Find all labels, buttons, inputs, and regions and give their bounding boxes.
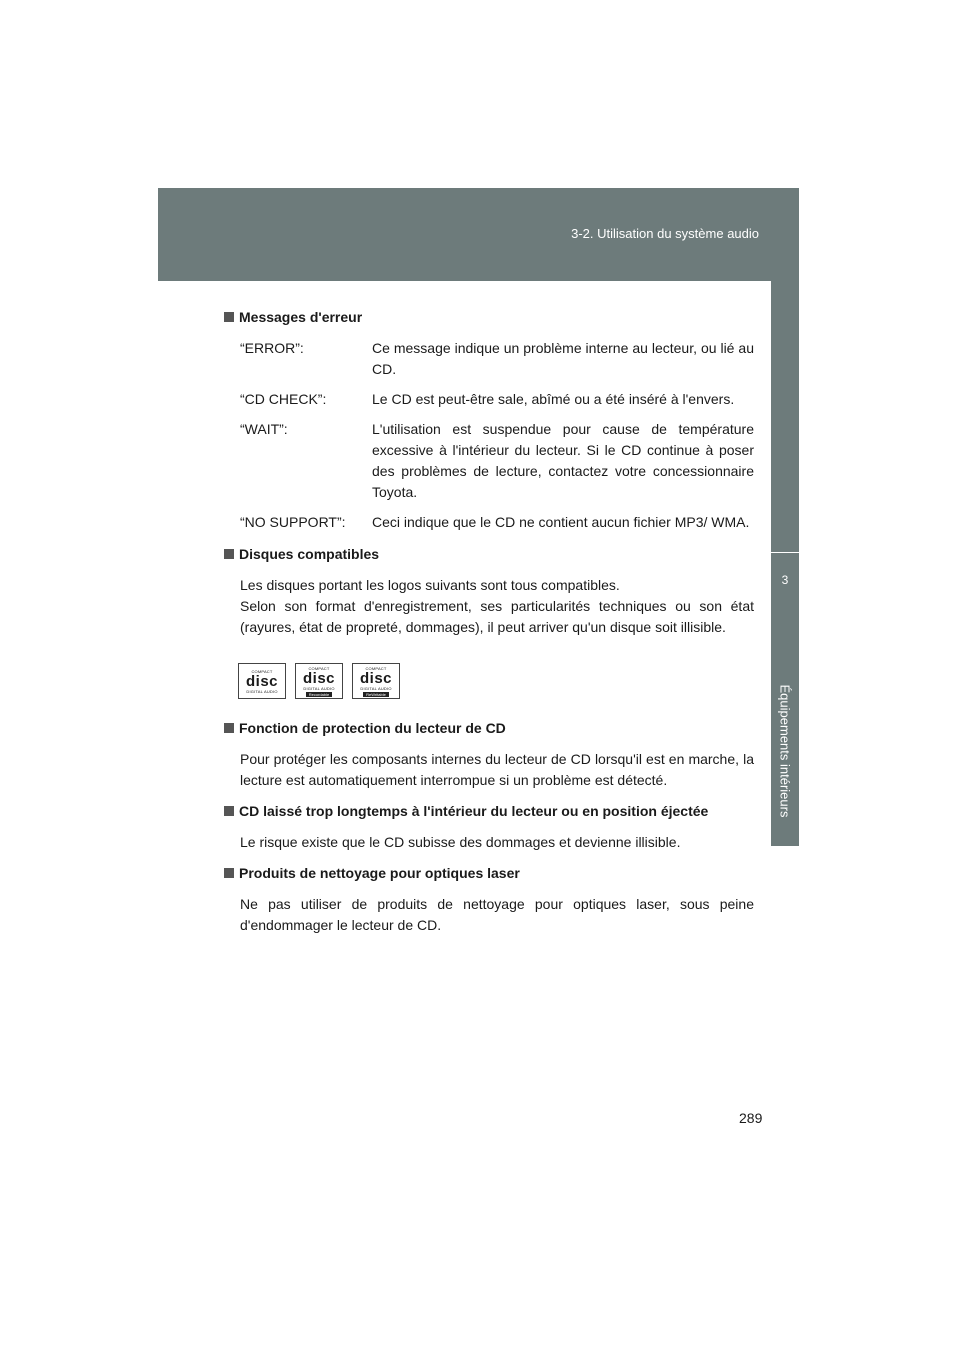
bullet-square-icon [224,806,234,816]
error-code: “NO SUPPORT”: [240,514,346,530]
error-item [240,338,754,380]
error-item [240,512,754,533]
heading-protection: Fonction de protection du lecteur de CD [224,719,754,737]
logo-main-text: disc [359,669,392,687]
ejected-text: Le risque existe que le CD subisse des dommages et devienne illisible. [240,834,681,850]
bullet-square-icon [224,549,234,559]
protection-text: Pour protéger les composants internes du lecteur de CD lorsqu'il est en marche, la lecture est automatiquement interrompue si un problème est détecté. [240,751,754,788]
logo-top-text: COMPACT [365,665,387,671]
heading-error-messages: Messages d'erreur [224,308,754,326]
error-item [240,389,754,410]
bullet-square-icon [224,868,234,878]
page-header [158,188,799,281]
compatible-line-1: Les disques portant les logos suivants sont tous compatibles. [240,577,620,593]
page-content [224,308,754,947]
tab-divider [771,552,799,553]
error-code: “CD CHECK”: [240,391,327,407]
error-item [240,419,754,503]
cleaning-text: Ne pas utiliser de produits de nettoyage pour optiques laser, sous peine d'endommager le lecteur de CD. [240,896,754,933]
error-description: L'utilisation est suspendue pour cause de température excessive à l'intérieur du lecteur. Si le CD continue à poser des problèmes de lecture, contactez votre concessionnaire Toyota. [372,421,754,500]
compact-disc-rewritable-logo [352,663,400,699]
chapter-tab [771,281,799,846]
logo-bottom-text: DIGITAL AUDIO [303,685,335,691]
logo-top-text: COMPACT [251,668,273,674]
heading-cleaning: Produits de nettoyage pour optiques laser [224,864,754,882]
error-description: Ceci indique que le CD ne contient aucun fichier MP3/ WMA. [372,514,750,530]
error-code: “ERROR”: [240,340,304,356]
compatible-text [240,575,754,638]
logo-band-text: ReWritable [363,692,389,697]
compact-disc-logo [238,663,286,699]
chapter-number: 3 [781,573,789,587]
bullet-square-icon [224,312,234,322]
compatible-line-2: Selon son format d'enregistrement, ses particularités techniques ou son état (rayures, état de propreté, dommages), il peut arriver qu'un disque soit illisible. [240,598,754,635]
bullet-square-icon [224,723,234,733]
error-description: Le CD est peut-être sale, abîmé ou a été inséré à l'envers. [372,391,735,407]
logo-bottom-text: DIGITAL AUDIO [246,688,278,694]
logo-main-text: disc [245,672,278,690]
error-code: “WAIT”: [240,421,288,437]
header-title: 3-2. Utilisation du système audio [571,226,759,241]
chapter-label: Équipements intérieurs [777,684,793,818]
heading-compatible-discs: Disques compatibles [224,545,754,563]
logo-main-text: disc [302,669,335,687]
page-number: 289 [739,1110,763,1126]
logo-bottom-text: DIGITAL AUDIO [360,685,392,691]
logo-band-text: Recordable [306,692,332,697]
logo-top-text: COMPACT [308,665,330,671]
heading-ejected: CD laissé trop longtemps à l'intérieur du lecteur ou en position éjectée [224,802,754,820]
error-description: Ce message indique un problème interne au lecteur, ou lié au CD. [372,340,754,377]
disc-logos [238,663,754,699]
compact-disc-recordable-logo [295,663,343,699]
